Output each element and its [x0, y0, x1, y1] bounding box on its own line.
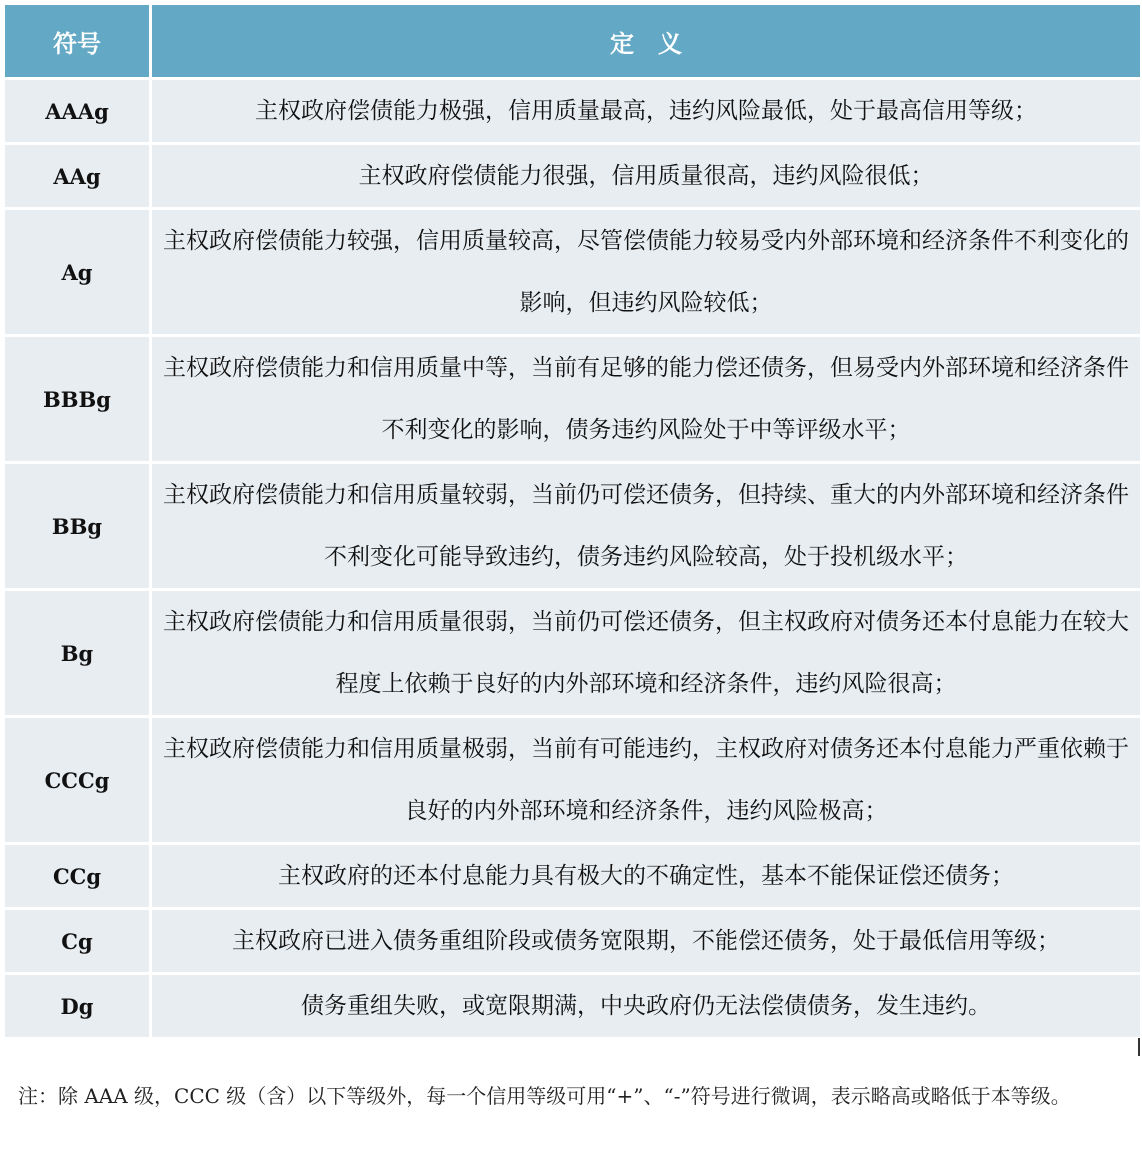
rating-symbol: Cg: [5, 910, 152, 972]
rating-symbol: CCg: [5, 845, 152, 907]
footnote: 注：除 AAA 级，CCC 级（含）以下等级外，每一个信用等级可用“+”、“-”符号进行微调，表示略高或略低于本等级。: [18, 1084, 1071, 1108]
rating-definition: 主权政府偿债能力很强，信用质量很高，违约风险很低；: [152, 145, 1140, 207]
table-row: [5, 337, 1140, 461]
table-row: [5, 910, 1140, 972]
rating-symbol: BBBg: [5, 337, 152, 461]
table-row: [5, 845, 1140, 907]
rating-symbol: Dg: [5, 975, 152, 1037]
rating-definition: 主权政府的还本付息能力具有极大的不确定性，基本不能保证偿还债务；: [152, 845, 1140, 907]
rating-definition: 主权政府偿债能力和信用质量很弱，当前仍可偿还债务，但主权政府对债务还本付息能力在较大程度上依赖于良好的内外部环境和经济条件，违约风险很高；: [152, 591, 1140, 715]
table-row: [5, 464, 1140, 588]
rating-definition: 债务重组失败，或宽限期满，中央政府仍无法偿债债务，发生违约。: [152, 975, 1140, 1037]
rating-symbol: AAg: [5, 145, 152, 207]
table-row: [5, 210, 1140, 334]
rating-definition: 主权政府偿债能力较强，信用质量较高，尽管偿债能力较易受内外部环境和经济条件不利变化的影响，但违约风险较低；: [152, 210, 1140, 334]
table-row: [5, 718, 1140, 842]
rating-symbol: AAAg: [5, 80, 152, 142]
table-header-row: [5, 5, 1140, 77]
rating-symbol: CCCg: [5, 718, 152, 842]
table-row: [5, 80, 1140, 142]
rating-definition: 主权政府偿债能力极强，信用质量最高，违约风险最低，处于最高信用等级；: [152, 80, 1140, 142]
rating-definition: 主权政府偿债能力和信用质量极弱，当前有可能违约，主权政府对债务还本付息能力严重依赖于良好的内外部环境和经济条件，违约风险极高；: [152, 718, 1140, 842]
table-row: [5, 145, 1140, 207]
rating-table-container: [5, 5, 1140, 1040]
rating-definition: 主权政府已进入债务重组阶段或债务宽限期，不能偿还债务，处于最低信用等级；: [152, 910, 1140, 972]
header-symbol: 符号: [5, 5, 152, 77]
header-definition: 定 义: [152, 5, 1140, 77]
rating-table: [5, 2, 1140, 1040]
rating-definition: 主权政府偿债能力和信用质量中等，当前有足够的能力偿还债务，但易受内外部环境和经济条件不利变化的影响，债务违约风险处于中等评级水平；: [152, 337, 1140, 461]
table-row: [5, 975, 1140, 1037]
rating-symbol: Bg: [5, 591, 152, 715]
table-row: [5, 591, 1140, 715]
rating-definition: 主权政府偿债能力和信用质量较弱，当前仍可偿还债务，但持续、重大的内外部环境和经济条件不利变化可能导致违约，债务违约风险较高，处于投机级水平；: [152, 464, 1140, 588]
rating-symbol: BBg: [5, 464, 152, 588]
divider: [1138, 1038, 1140, 1056]
rating-symbol: Ag: [5, 210, 152, 334]
